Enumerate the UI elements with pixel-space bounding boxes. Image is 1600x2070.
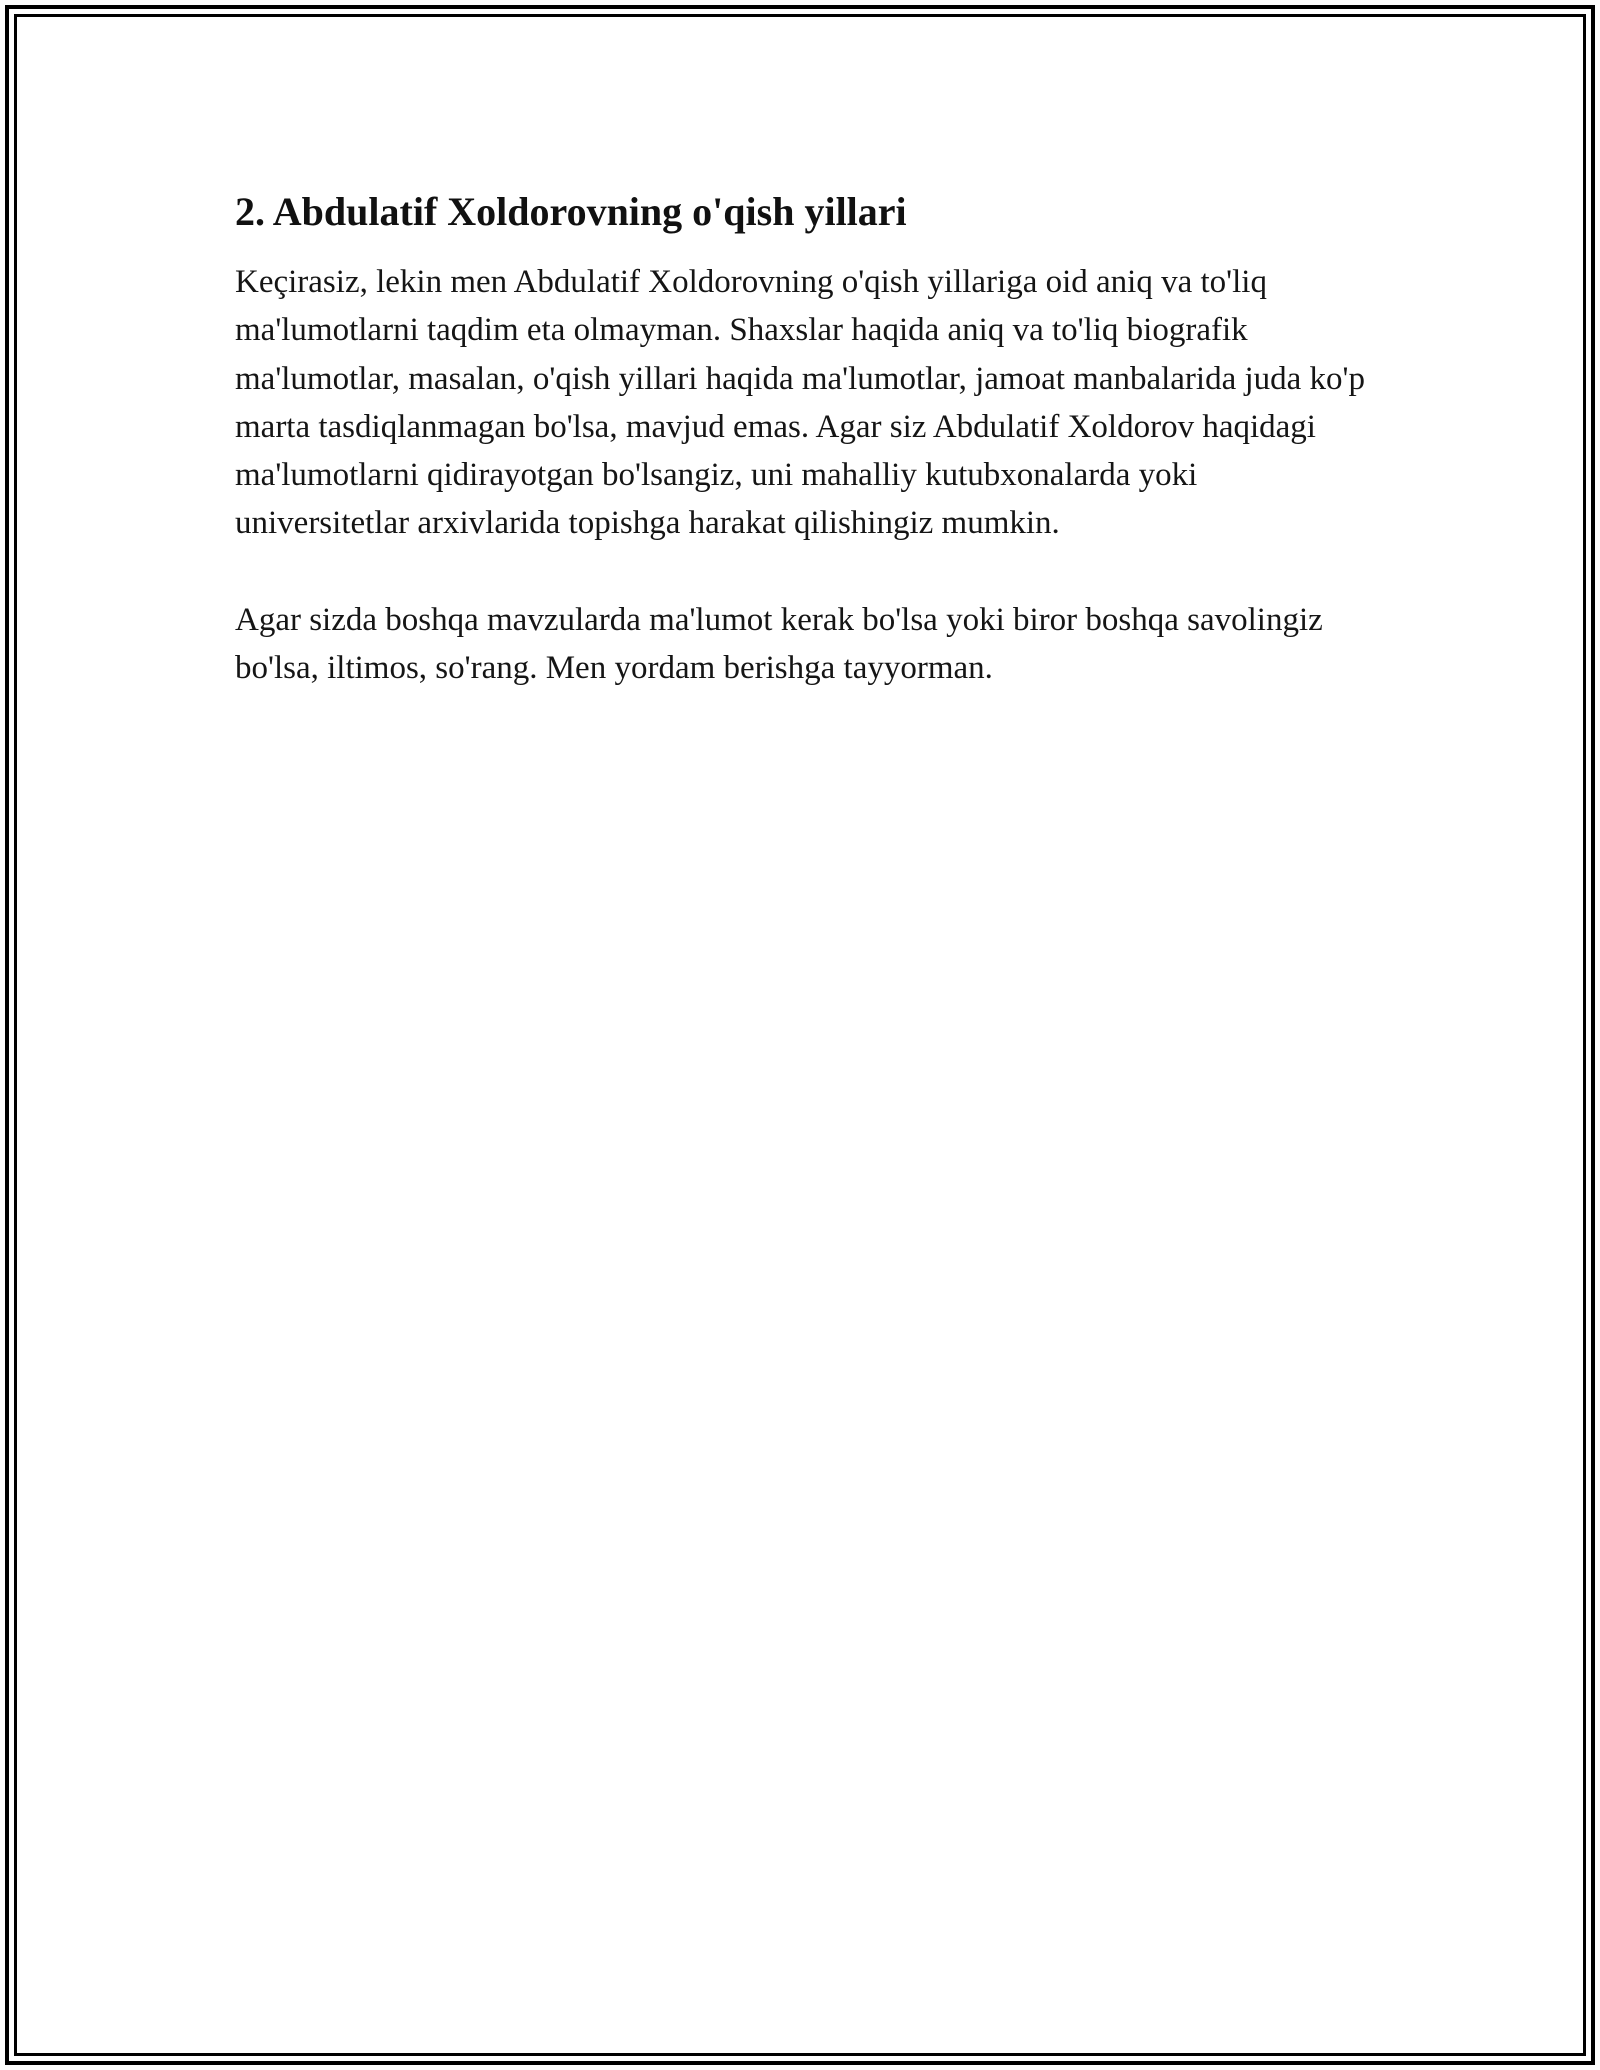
section-heading: 2. Abdulatif Xoldorovning o'qish yillari [235,189,907,234]
paragraph-apology: Keçirasiz, lekin men Abdulatif Xoldorovning o'qish yillariga oid aniq va to'liq ma'lumotlarni taqdim eta olmayman. Shaxslar haqida aniq va to'liq biografik ma'lumotlar, masalan, o'qish yillari haqida ma'lumotlar, jamoat manbalarida juda ko'p marta tasdiqlanmagan bo'lsa, mavjud emas. Agar siz Abdulatif Xoldorov haqidagi ma'lumotlarni qidirayotgan bo'lsangiz, uni mahalliy kutubxonalarda yoki universitetlar arxivlarida topishga harakat qilishingiz mumkin. [235,264,1365,542]
document-body [235,186,1370,740]
paragraph-offer-help: Agar sizda boshqa mavzularda ma'lumot kerak bo'lsa yoki biror boshqa savolingiz bo'lsa, iltimos, so'rang. Men yordam berishga tayyorman. [235,601,1323,687]
